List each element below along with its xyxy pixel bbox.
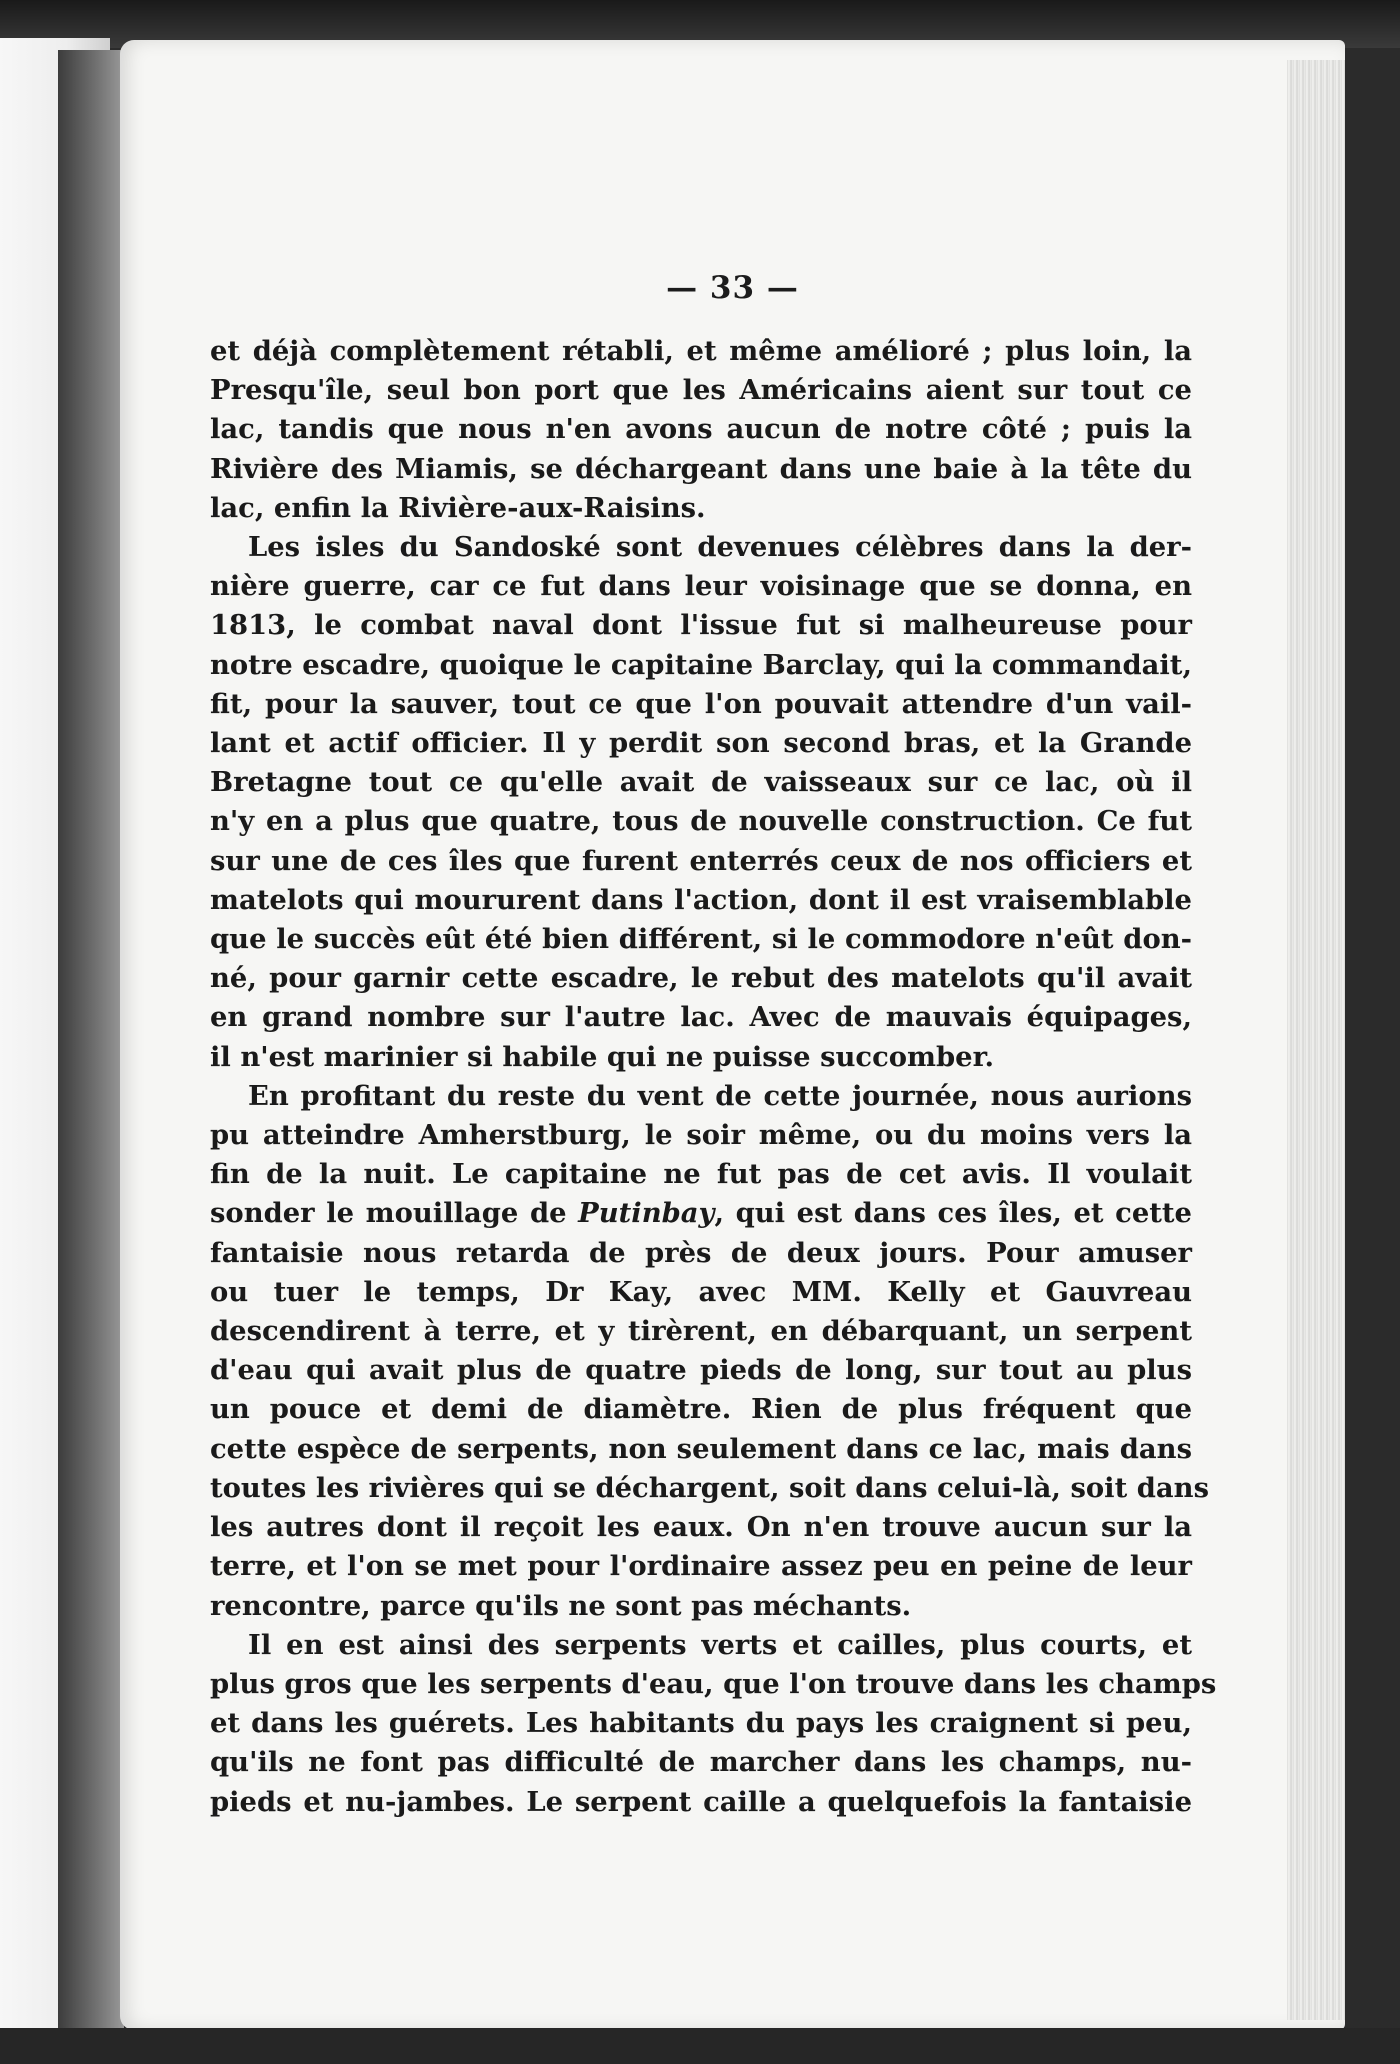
page-number: — 33 — [666,270,799,306]
book-gutter [58,50,124,2035]
book-page [120,40,1345,2030]
text-line: toutes les rivières qui se déchargent, soit dans celui-là, soit dans [210,1471,1210,1504]
text-line: en grand nombre sur l'autre lac. Avec de mauvais équipages, [210,1001,1192,1034]
text-line: 1813, le combat naval dont l'issue fut si malheureuse pour [210,609,1192,642]
text-line: fantaisie nous retarda de près de deux jours. Pour amuser [210,1236,1192,1269]
text-line: nière guerre, car ce fut dans leur voisinage que se donna, en [210,570,1192,603]
text-line: un pouce et demi de diamètre. Rien de plus fréquent que [210,1393,1192,1426]
text-line: ou tuer le temps, Dr Kay, avec MM. Kelly et Gauvreau [210,1275,1192,1308]
paragraph [210,1626,1217,1822]
text-line: lac, enfin la Rivière-aux-Raisins. [210,491,706,524]
text-line: Il en est ainsi des serpents verts et cailles, plus courts, et [248,1628,1192,1661]
text-line: matelots qui moururent dans l'action, dont il est vraisemblable [210,883,1192,916]
text-line: qu'ils ne font pas difficulté de marcher dans les champs, nu- [210,1746,1192,1779]
italic-text: Putinbay [578,1197,715,1230]
text-line: pieds et nu-jambes. Le serpent caille a quelquefois la fantaisie [210,1785,1192,1818]
text-line: fit, pour la sauver, tout ce que l'on pouvait attendre d'un vail- [210,687,1192,720]
paragraph [210,1077,1210,1626]
body-text [210,332,1217,1822]
text-line: Les isles du Sandoské sont devenues célèbres dans la der- [248,531,1192,564]
paragraph [210,528,1192,1077]
text-line: notre escadre, quoique le capitaine Barclay, qui la commandait, [210,648,1192,681]
text-line: terre, et l'on se met pour l'ordinaire assez peu en peine de leur [210,1550,1192,1583]
text-line: En profitant du reste du vent de cette journée, nous aurions [248,1079,1192,1112]
text-line: Bretagne tout ce qu'elle avait de vaisseaux sur ce lac, où il [210,766,1192,799]
text-line: et dans les guérets. Les habitants du pays les craignent si peu, [210,1707,1192,1740]
paragraph [210,332,1192,528]
text-line: sonder le mouillage de Putinbay, qui est dans ces îles, et cette [210,1197,1192,1230]
text-line: Rivière des Miamis, se déchargeant dans une baie à la tête du [210,452,1192,485]
text-line: Presqu'île, seul bon port que les Américains aient sur tout ce [210,374,1192,407]
text-line: les autres dont il reçoit les eaux. On n'en trouve aucun sur la [210,1511,1192,1544]
text-line: que le succès eût été bien différent, si le commodore n'eût don- [210,923,1192,956]
text-line: fin de la nuit. Le capitaine ne fut pas de cet avis. Il voulait [210,1158,1192,1191]
text-line: d'eau qui avait plus de quatre pieds de long, sur tout au plus [210,1354,1192,1387]
text-line: lant et actif officier. Il y perdit son second bras, et la Grande [210,727,1192,760]
page-edge [1287,60,1345,2020]
text-line: né, pour garnir cette escadre, le rebut des matelots qu'il avait [210,962,1192,995]
text-line: rencontre, parce qu'ils ne sont pas méchants. [210,1589,912,1622]
text-line: lac, tandis que nous n'en avons aucun de notre côté ; puis la [210,413,1192,446]
text-line: descendirent à terre, et y tirèrent, en débarquant, un serpent [210,1315,1192,1348]
text-line: cette espèce de serpents, non seulement dans ce lac, mais dans [210,1432,1192,1465]
text-line: plus gros que les serpents d'eau, que l'on trouve dans les champs [210,1667,1217,1700]
text-line: pu atteindre Amherstburg, le soir même, ou du moins vers la [210,1119,1192,1152]
text-line: et déjà complètement rétabli, et même amélioré ; plus loin, la [210,335,1192,367]
scan-bottom-shadow [0,2028,1400,2064]
text-line: sur une de ces îles que furent enterrés ceux de nos officiers et [210,844,1192,877]
text-line: n'y en a plus que quatre, tous de nouvelle construction. Ce fut [210,805,1192,838]
text-line: il n'est marinier si habile qui ne puisse succomber. [210,1040,995,1073]
